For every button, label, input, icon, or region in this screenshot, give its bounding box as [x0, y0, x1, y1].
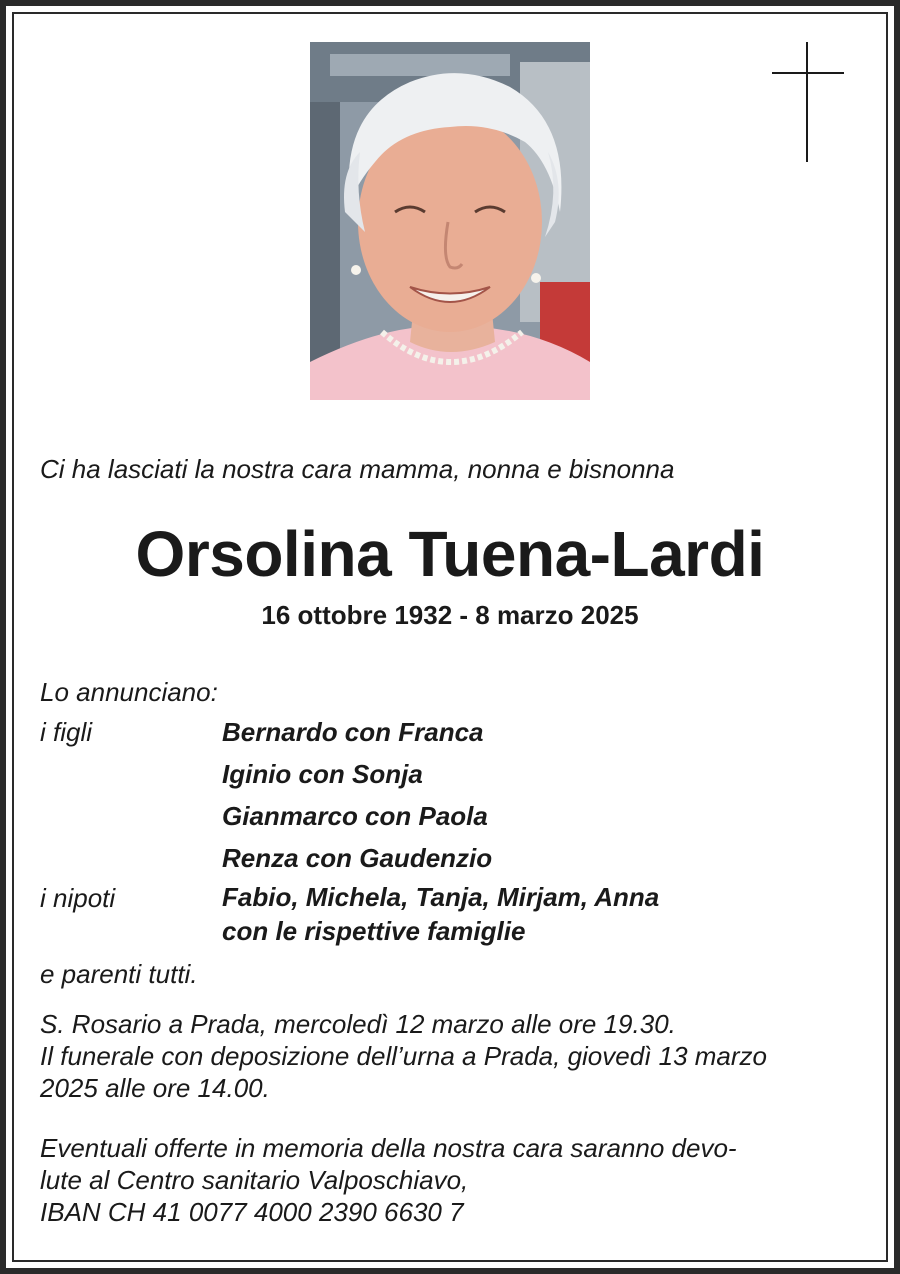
donation-info: [40, 1132, 864, 1228]
donation-line: Eventuali offerte in memoria della nostra cara saranno devo-: [40, 1133, 737, 1163]
child-name: Bernardo con Franca: [222, 717, 484, 747]
service-info: [40, 1008, 864, 1104]
portrait-photo: [310, 42, 590, 400]
grandchildren-line: con le rispettive famiglie: [222, 916, 526, 946]
intro-text: Ci ha lasciati la nostra cara mamma, nonna e bisnonna: [40, 454, 675, 484]
cross-icon: [772, 42, 844, 162]
children-list: [222, 711, 492, 879]
children-label: i figli: [40, 717, 93, 747]
deceased-name: Orsolina Tuena-Lardi: [135, 518, 765, 590]
relatives-text: e parenti tutti.: [40, 959, 198, 989]
iban-line: IBAN CH 41 0077 4000 2390 6630 7: [40, 1197, 464, 1227]
donation-line: lute al Centro sanitario Valposchiavo,: [40, 1165, 469, 1195]
announce-label: Lo annunciano:: [40, 677, 218, 707]
child-name: Gianmarco con Paola: [222, 801, 488, 831]
child-name: Renza con Gaudenzio: [222, 843, 493, 873]
life-dates: 16 ottobre 1932 - 8 marzo 2025: [261, 600, 639, 630]
grandchildren-list: [222, 880, 659, 948]
child-name: Iginio con Sonja: [222, 759, 423, 789]
grandchildren-label: i nipoti: [40, 883, 116, 913]
service-line: S. Rosario a Prada, mercoledì 12 marzo alle ore 19.30.: [40, 1009, 676, 1039]
grandchildren-line: Fabio, Michela, Tanja, Mirjam, Anna: [222, 882, 660, 912]
service-line: Il funerale con deposizione dell’urna a Prada, giovedì 13 marzo: [40, 1041, 768, 1071]
service-line: 2025 alle ore 14.00.: [40, 1073, 270, 1103]
